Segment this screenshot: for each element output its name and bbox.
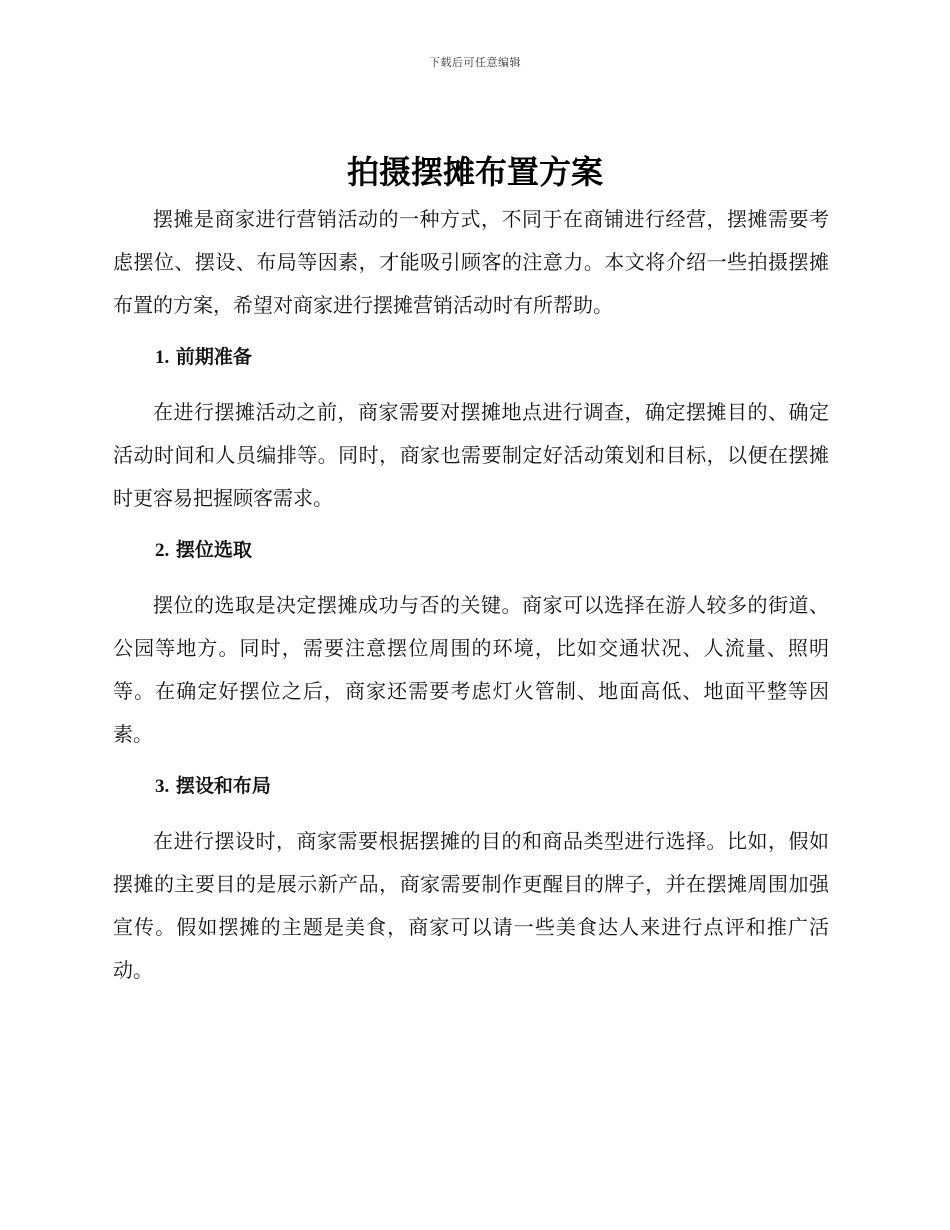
section-preparation [113, 345, 829, 520]
section-number: 1. [155, 347, 170, 368]
section-heading [113, 774, 829, 799]
section-paragraph: 摆位的选取是决定摆摊成功与否的关键。商家可以选择在游人较多的街道、公园等地方。同时，需要注意摆位周围的环境，比如交通状况、人流量、照明等。在确定好摆位之后，商家还需要考虑灯火管制、地面高低、地面平整等因素。 [113, 593, 829, 746]
intro-paragraph: 摆摊是商家进行营销活动的一种方式，不同于在商铺进行经营，摆摊需要考虑摆位、摆设、布局等因素，才能吸引顾客的注意力。本文将介绍一些拍摄摆摊布置的方案，希望对商家进行摆摊营销活动时有所帮助。 [113, 207, 829, 317]
document-body [113, 198, 829, 992]
section-title: 前期准备 [175, 346, 252, 368]
section-title: 摆设和布局 [175, 775, 271, 797]
section-heading [113, 538, 829, 563]
section-number: 3. [155, 776, 170, 797]
section-number: 2. [155, 540, 170, 561]
page-header-note: 下载后可任意编辑 [429, 56, 521, 69]
section-title: 摆位选取 [175, 539, 252, 561]
section-location [113, 538, 829, 756]
section-layout [113, 774, 829, 992]
section-heading [113, 345, 829, 370]
section-paragraph: 在进行摆设时，商家需要根据摆摊的目的和商品类型进行选择。比如，假如摆摊的主要目的是展示新产品，商家需要制作更醒目的牌子，并在摆摊周围加强宣传。假如摆摊的主题是美食，商家可以请一些美食达人来进行点评和推广活动。 [113, 829, 829, 982]
document-title: 拍摄摆摊布置方案 [346, 153, 603, 191]
section-paragraph: 在进行摆摊活动之前，商家需要对摆摊地点进行调查，确定摆摊目的、确定活动时间和人员编排等。同时，商家也需要制定好活动策划和目标，以便在摆摊时更容易把握顾客需求。 [113, 400, 829, 510]
